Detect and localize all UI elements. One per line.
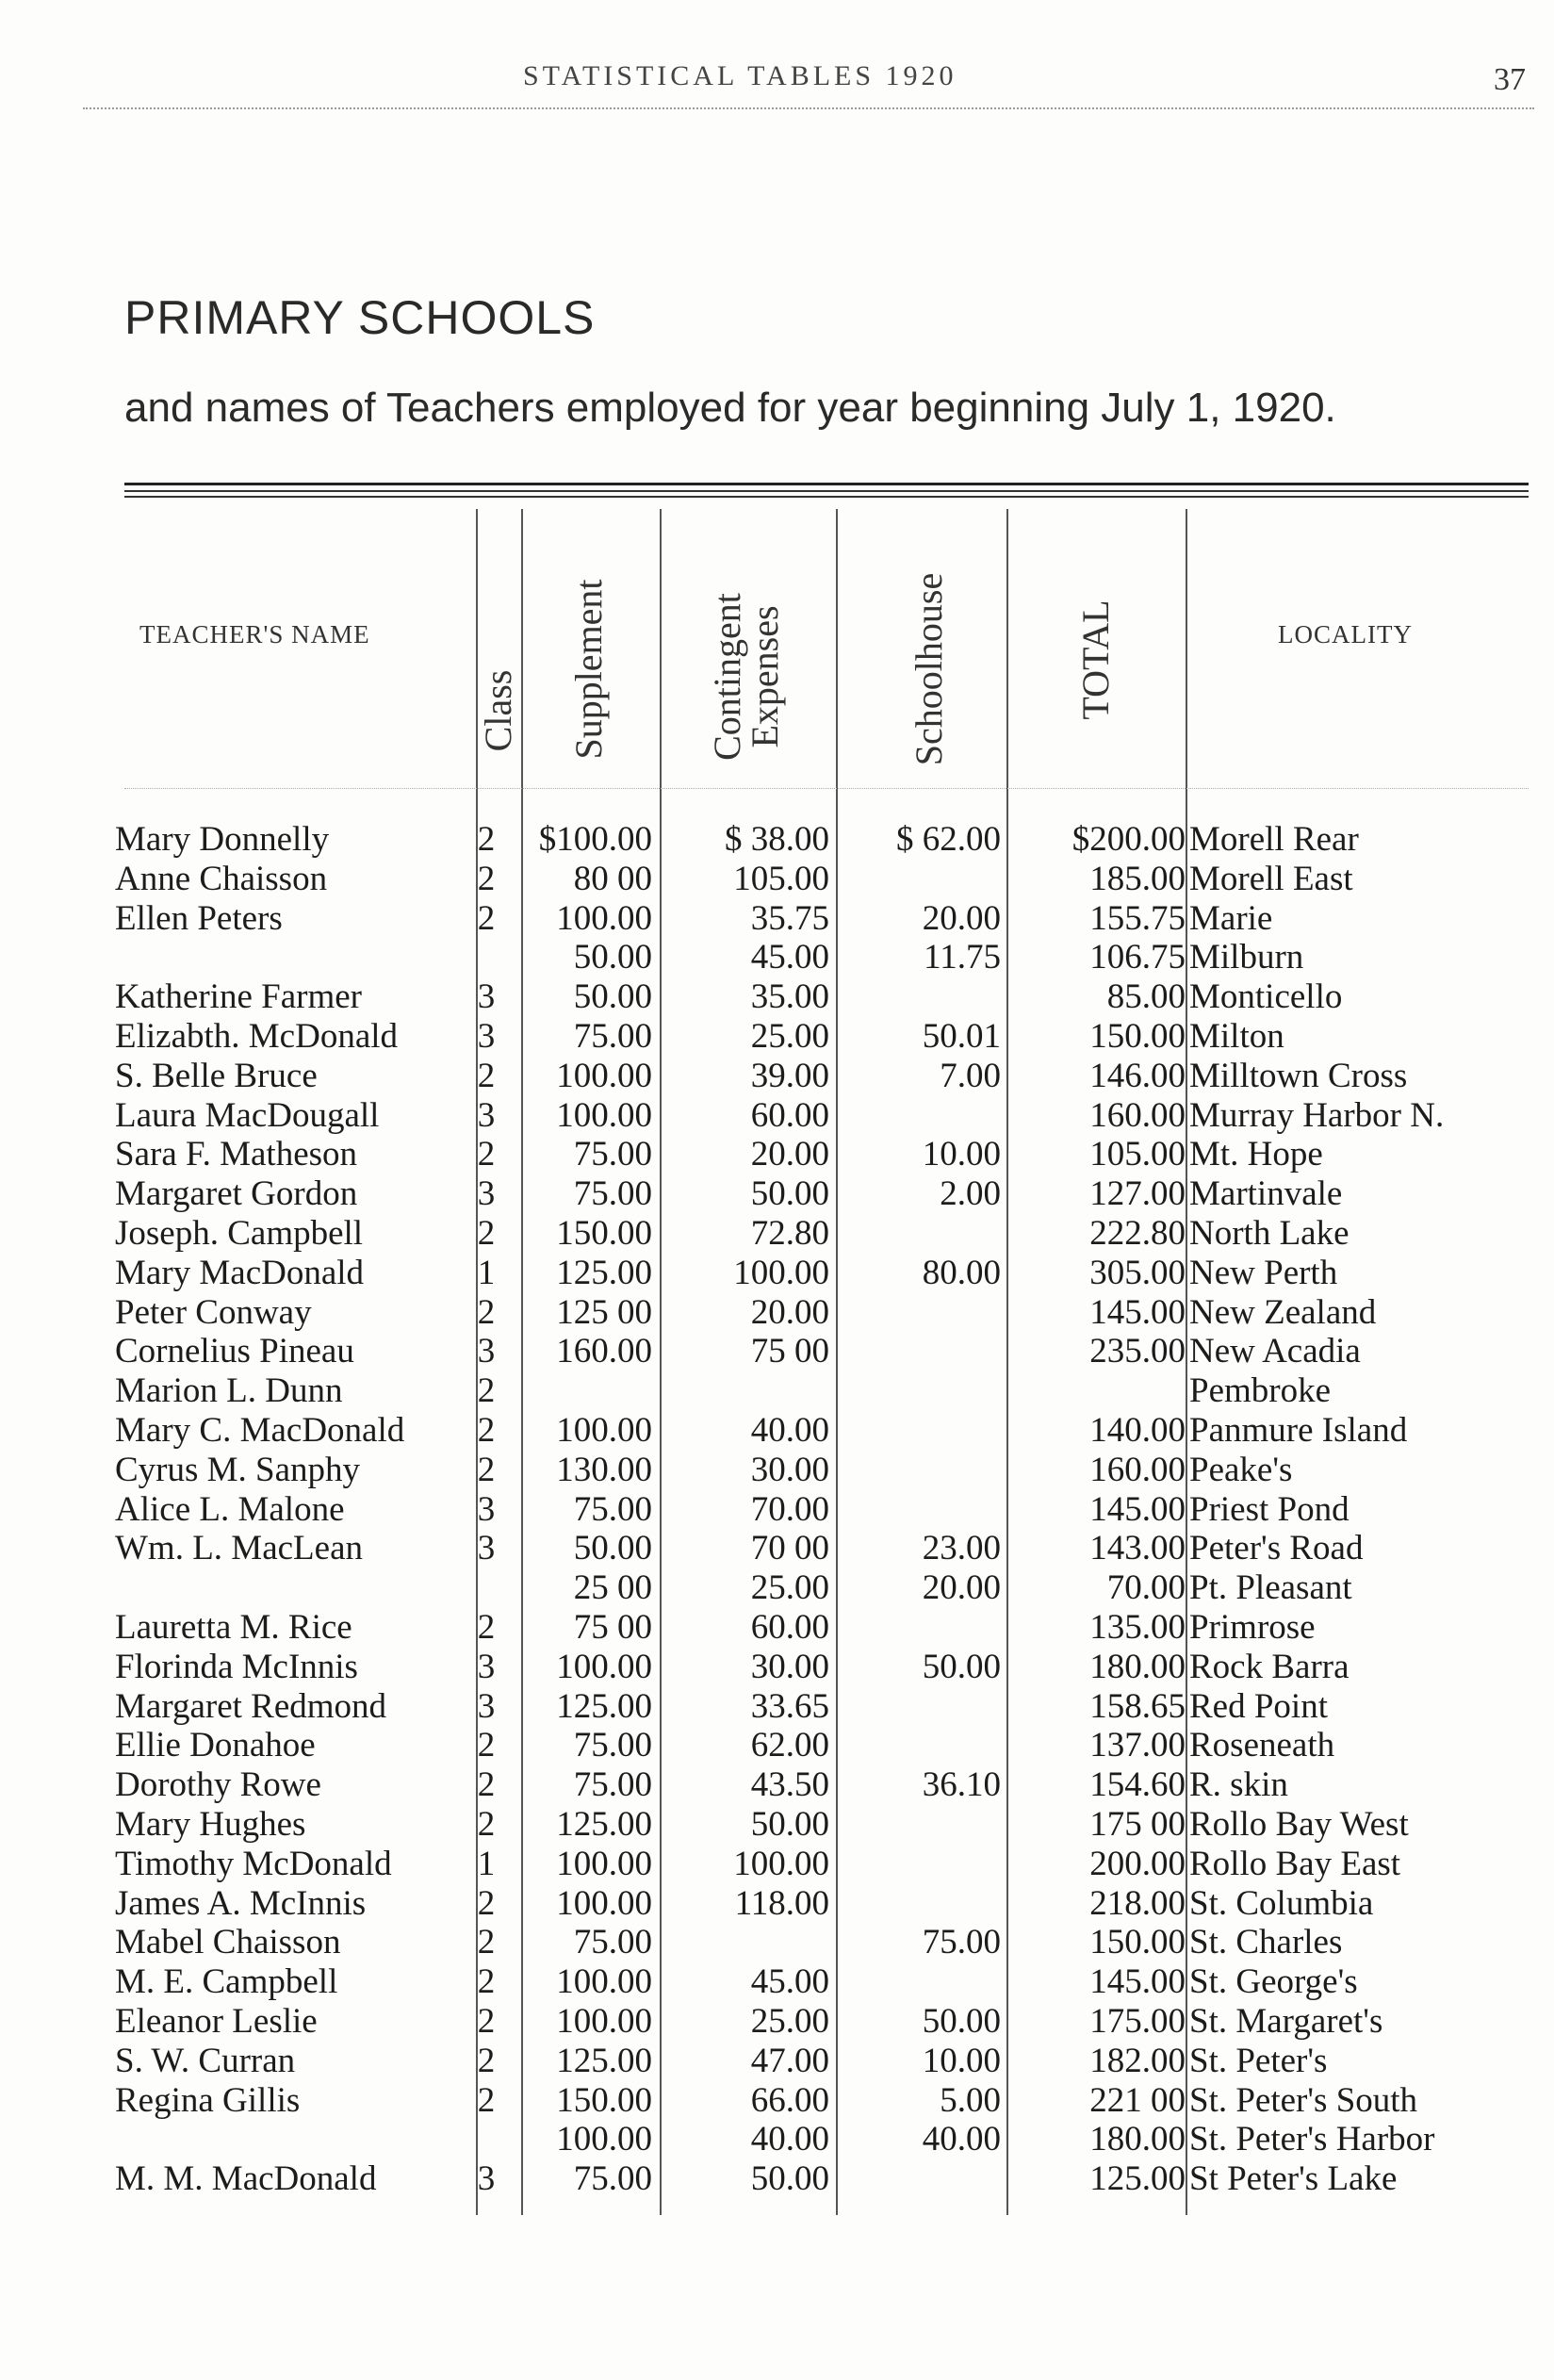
supplement-value: 75.00 [573, 1016, 652, 1056]
teacher-name: Wm. L. MacLean [115, 1529, 363, 1568]
locality-name: R. skin [1189, 1765, 1288, 1805]
class-value: 2 [477, 2041, 496, 2080]
teacher-name: Ellen Peters [115, 898, 283, 938]
teacher-name: Cyrus M. Sanphy [115, 1450, 361, 1489]
locality-name: Mt. Hope [1189, 1135, 1323, 1174]
locality-name: Primrose [1189, 1607, 1316, 1647]
total-value: 143.00 [1089, 1529, 1186, 1568]
page-number: 37 [1494, 62, 1526, 97]
table-row [0, 1214, 1554, 1254]
teacher-name: Mary MacDonald [115, 1253, 365, 1292]
locality-name: Red Point [1189, 1686, 1328, 1726]
table-row [0, 1765, 1554, 1805]
total-value: 145.00 [1089, 1962, 1186, 2002]
column-header-class: Class [477, 669, 519, 752]
class-value: 3 [477, 1647, 496, 1686]
page-title: PRIMARY SCHOOLS [124, 291, 596, 344]
class-value: 3 [477, 1529, 496, 1568]
supplement-value: 25 00 [573, 1568, 652, 1608]
class-value: 2 [477, 1450, 496, 1489]
contingent-value: 60.00 [750, 1095, 829, 1135]
class-value: 2 [477, 1410, 496, 1450]
supplement-value: 100.00 [556, 1095, 652, 1135]
teacher-name: Marion L. Dunn [115, 1371, 343, 1411]
class-value: 2 [477, 1883, 496, 1923]
contingent-value: 100.00 [733, 1253, 829, 1292]
locality-name: Pt. Pleasant [1189, 1568, 1352, 1608]
teacher-name: M. E. Campbell [115, 1962, 338, 2002]
locality-name: New Zealand [1189, 1292, 1377, 1332]
contingent-value: 20.00 [750, 1292, 829, 1332]
class-value: 2 [477, 1962, 496, 2002]
teacher-name: Margaret Redmond [115, 1686, 387, 1726]
teacher-name: Peter Conway [115, 1292, 312, 1332]
total-value: $200.00 [1071, 820, 1186, 859]
table-row [0, 820, 1554, 860]
locality-name: Priest Pond [1189, 1489, 1350, 1529]
supplement-value: 50.00 [573, 1529, 652, 1568]
contingent-value: $ 38.00 [725, 820, 829, 859]
contingent-value: 105.00 [733, 859, 829, 898]
contingent-value: 50.00 [750, 1804, 829, 1844]
teacher-name: Dorothy Rowe [115, 1765, 321, 1805]
schoolhouse-value: 7.00 [940, 1056, 1001, 1095]
schoolhouse-value: 36.10 [922, 1765, 1001, 1805]
total-value: 125.00 [1089, 2159, 1186, 2199]
teacher-name: Eleanor Leslie [115, 2001, 318, 2041]
schoolhouse-value: $ 62.00 [896, 820, 1001, 859]
total-value: 200.00 [1089, 1844, 1186, 1883]
class-value: 2 [477, 1292, 496, 1332]
supplement-value: 100.00 [556, 1844, 652, 1883]
schoolhouse-value: 75.00 [922, 1923, 1001, 1962]
total-value: 235.00 [1089, 1332, 1186, 1371]
locality-name: St. Peter's [1189, 2041, 1328, 2080]
supplement-value: $100.00 [538, 820, 652, 859]
table-top-rule-thin-2 [124, 496, 1529, 498]
teacher-name: Alice L. Malone [115, 1489, 345, 1529]
column-header-supplement: Supplement [567, 579, 610, 760]
teacher-name: Florinda McInnis [115, 1647, 358, 1686]
contingent-value: 40.00 [750, 2120, 829, 2159]
locality-name: Milton [1189, 1016, 1284, 1056]
schoolhouse-value: 50.00 [922, 1647, 1001, 1686]
total-value: 160.00 [1089, 1095, 1186, 1135]
schoolhouse-value: 23.00 [922, 1529, 1001, 1568]
class-value: 2 [477, 1371, 496, 1411]
locality-name: Peake's [1189, 1450, 1293, 1489]
locality-name: New Perth [1189, 1253, 1338, 1292]
contingent-value: 66.00 [750, 2080, 829, 2120]
locality-name: Monticello [1189, 977, 1343, 1017]
class-value: 3 [477, 1095, 496, 1135]
table-row [0, 2081, 1554, 2121]
contingent-value: 45.00 [750, 1962, 829, 2002]
class-value: 2 [477, 820, 496, 859]
supplement-value: 50.00 [573, 938, 652, 977]
class-value: 3 [477, 977, 496, 1017]
total-value: 185.00 [1089, 859, 1186, 898]
total-value: 180.00 [1089, 1647, 1186, 1686]
locality-name: Pembroke [1189, 1371, 1332, 1411]
table-row [0, 899, 1554, 939]
table-row [0, 1293, 1554, 1333]
locality-name: New Acadia [1189, 1332, 1361, 1371]
schoolhouse-value: 50.01 [922, 1016, 1001, 1056]
total-value: 154.60 [1089, 1765, 1186, 1805]
teacher-name: S. Belle Bruce [115, 1056, 318, 1095]
contingent-value: 33.65 [750, 1686, 829, 1726]
column-header-schoolhouse: Schoolhouse [908, 572, 950, 766]
total-value: 155.75 [1089, 898, 1186, 938]
contingent-value: 62.00 [750, 1726, 829, 1765]
contingent-value: 72.80 [750, 1213, 829, 1253]
locality-name: Rock Barra [1189, 1647, 1350, 1686]
total-value: 106.75 [1089, 938, 1186, 977]
table-row [0, 1174, 1554, 1214]
class-value: 3 [477, 1686, 496, 1726]
teacher-name: Mary Donnelly [115, 820, 330, 859]
class-value: 3 [477, 1016, 496, 1056]
supplement-value: 75 00 [573, 1607, 652, 1647]
supplement-value: 125.00 [556, 1686, 652, 1726]
total-value: 145.00 [1089, 1489, 1186, 1529]
class-value: 2 [477, 1607, 496, 1647]
schoolhouse-value: 5.00 [940, 2080, 1001, 2120]
total-value: 137.00 [1089, 1726, 1186, 1765]
class-value: 2 [477, 859, 496, 898]
column-header-contingent-expenses: Contingent Expenses [706, 593, 786, 761]
supplement-value: 100.00 [556, 1056, 652, 1095]
teacher-name: Regina Gillis [115, 2080, 301, 2120]
total-value: 221 00 [1089, 2080, 1186, 2120]
class-value: 3 [477, 2159, 496, 2199]
locality-name: St. George's [1189, 1962, 1358, 2002]
table-row [0, 1411, 1554, 1451]
teacher-name: S. W. Curran [115, 2041, 296, 2080]
total-value: 85.00 [1106, 977, 1186, 1017]
total-value: 160.00 [1089, 1450, 1186, 1489]
supplement-value: 150.00 [556, 2080, 652, 2120]
supplement-value: 75.00 [573, 1726, 652, 1765]
table-row [0, 2120, 1554, 2159]
locality-name: Murray Harbor N. [1189, 1095, 1445, 1135]
contingent-value: 70.00 [750, 1489, 829, 1529]
total-value: 105.00 [1089, 1135, 1186, 1174]
teacher-name: Joseph. Campbell [115, 1213, 364, 1253]
supplement-value: 100.00 [556, 1410, 652, 1450]
total-value: 135.00 [1089, 1607, 1186, 1647]
total-value: 145.00 [1089, 1292, 1186, 1332]
supplement-value: 125.00 [556, 1804, 652, 1844]
table-row [0, 1805, 1554, 1845]
total-value: 140.00 [1089, 1410, 1186, 1450]
supplement-value: 80 00 [573, 859, 652, 898]
teacher-name: M. M. MacDonald [115, 2159, 377, 2199]
total-value: 305.00 [1089, 1253, 1186, 1292]
locality-name: St Peter's Lake [1189, 2159, 1398, 2199]
total-value: 222.80 [1089, 1213, 1186, 1253]
contingent-value: 118.00 [734, 1883, 829, 1923]
teacher-name: Margaret Gordon [115, 1174, 358, 1214]
teacher-name: Anne Chaisson [115, 859, 328, 898]
schoolhouse-value: 11.75 [924, 938, 1001, 977]
teacher-name: Cornelius Pineau [115, 1332, 354, 1371]
table-row [0, 1332, 1554, 1371]
total-value: 146.00 [1089, 1056, 1186, 1095]
contingent-value: 47.00 [750, 2041, 829, 2080]
contingent-value: 50.00 [750, 1174, 829, 1214]
supplement-value: 100.00 [556, 2001, 652, 2041]
table-row [0, 1726, 1554, 1765]
class-value: 2 [477, 1765, 496, 1805]
supplement-value: 130.00 [556, 1450, 652, 1489]
table-top-rule [124, 483, 1529, 485]
teacher-name: James A. McInnis [115, 1883, 367, 1923]
class-value: 2 [477, 898, 496, 938]
total-value: 218.00 [1089, 1883, 1186, 1923]
supplement-value: 160.00 [556, 1332, 652, 1371]
contingent-value: 60.00 [750, 1607, 829, 1647]
contingent-value: 40.00 [750, 1410, 829, 1450]
supplement-value: 75.00 [573, 1135, 652, 1174]
total-value: 175.00 [1089, 2001, 1186, 2041]
table-row [0, 1962, 1554, 2002]
schoolhouse-value: 20.00 [922, 898, 1001, 938]
contingent-value: 75 00 [750, 1332, 829, 1371]
header-divider [83, 107, 1534, 109]
table-row [0, 1017, 1554, 1057]
contingent-value: 50.00 [750, 2159, 829, 2199]
contingent-value: 70 00 [750, 1529, 829, 1568]
schoolhouse-value: 20.00 [922, 1568, 1001, 1608]
supplement-value: 125.00 [556, 1253, 652, 1292]
table-row [0, 2042, 1554, 2081]
supplement-value: 100.00 [556, 1883, 652, 1923]
table-row [0, 860, 1554, 899]
contingent-value: 39.00 [750, 1056, 829, 1095]
contingent-value: 100.00 [733, 1844, 829, 1883]
class-value: 2 [477, 1056, 496, 1095]
schoolhouse-value: 2.00 [940, 1174, 1001, 1214]
total-value: 150.00 [1089, 1923, 1186, 1962]
class-value: 2 [477, 2080, 496, 2120]
locality-name: Roseneath [1189, 1726, 1335, 1765]
table-row [0, 1884, 1554, 1924]
locality-name: Milltown Cross [1189, 1056, 1408, 1095]
class-value: 2 [477, 1213, 496, 1253]
teacher-name: Timothy McDonald [115, 1844, 392, 1883]
table-row [0, 977, 1554, 1017]
class-value: 3 [477, 1489, 496, 1529]
column-header-teacher-name: TEACHER'S NAME [139, 620, 370, 648]
table-row [0, 1451, 1554, 1490]
supplement-value: 125 00 [556, 1292, 652, 1332]
table-row [0, 2159, 1554, 2199]
table-row [0, 1687, 1554, 1727]
contingent-value: 30.00 [750, 1647, 829, 1686]
total-value: 150.00 [1089, 1016, 1186, 1056]
table-top-rule-thin [124, 490, 1529, 492]
locality-name: Panmure Island [1189, 1410, 1408, 1450]
supplement-value: 125.00 [556, 2041, 652, 2080]
teacher-name: Mabel Chaisson [115, 1923, 341, 1962]
locality-name: Rollo Bay East [1189, 1844, 1401, 1883]
schoolhouse-value: 10.00 [922, 1135, 1001, 1174]
locality-name: Rollo Bay West [1189, 1804, 1409, 1844]
column-header-locality: LOCALITY [1278, 620, 1413, 648]
table-row [0, 1923, 1554, 1962]
table-row [0, 1371, 1554, 1411]
total-value: 158.65 [1089, 1686, 1186, 1726]
supplement-value: 50.00 [573, 977, 652, 1017]
table-body [0, 820, 1554, 2199]
header-bottom-rule [124, 788, 1529, 789]
locality-name: North Lake [1189, 1213, 1350, 1253]
contingent-value: 25.00 [750, 2001, 829, 2041]
table-row [0, 1254, 1554, 1293]
locality-name: St. Peter's South [1189, 2080, 1418, 2120]
teacher-name: Mary C. MacDonald [115, 1410, 405, 1450]
contingent-value: 30.00 [750, 1450, 829, 1489]
teacher-name: Sara F. Matheson [115, 1135, 358, 1174]
contingent-value: 20.00 [750, 1135, 829, 1174]
table-row [0, 1608, 1554, 1648]
locality-name: St. Columbia [1189, 1883, 1374, 1923]
contingent-value: 25.00 [750, 1568, 829, 1608]
table-row [0, 1135, 1554, 1174]
class-value: 2 [477, 1726, 496, 1765]
class-value: 2 [477, 2001, 496, 2041]
supplement-value: 100.00 [556, 898, 652, 938]
teacher-name: Elizabth. McDonald [115, 1016, 399, 1056]
teacher-name: Ellie Donahoe [115, 1726, 316, 1765]
supplement-value: 75.00 [573, 1765, 652, 1805]
supplement-value: 75.00 [573, 1174, 652, 1214]
contingent-value: 35.00 [750, 977, 829, 1017]
locality-name: St. Peter's Harbor [1189, 2120, 1435, 2159]
total-value: 182.00 [1089, 2041, 1186, 2080]
class-value: 2 [477, 1804, 496, 1844]
supplement-value: 75.00 [573, 1923, 652, 1962]
contingent-value: 35.75 [750, 898, 829, 938]
total-value: 175 00 [1089, 1804, 1186, 1844]
teacher-name: Katherine Farmer [115, 977, 362, 1017]
teacher-name: Lauretta M. Rice [115, 1607, 352, 1647]
class-value: 1 [477, 1253, 496, 1292]
total-value: 127.00 [1089, 1174, 1186, 1214]
table-row [0, 1057, 1554, 1096]
table-row [0, 2002, 1554, 2042]
running-title: STATISTICAL TABLES 1920 [523, 60, 957, 91]
schoolhouse-value: 50.00 [922, 2001, 1001, 2041]
schoolhouse-value: 10.00 [922, 2041, 1001, 2080]
table-row [0, 1529, 1554, 1568]
locality-name: St. Margaret's [1189, 2001, 1383, 2041]
locality-name: Milburn [1189, 938, 1304, 977]
schoolhouse-value: 80.00 [922, 1253, 1001, 1292]
total-value: 70.00 [1106, 1568, 1186, 1608]
table-row [0, 938, 1554, 977]
table-row [0, 1648, 1554, 1687]
supplement-value: 100.00 [556, 1962, 652, 2002]
class-value: 1 [477, 1844, 496, 1883]
page-subtitle: and names of Teachers employed for year beginning July 1, 1920. [124, 385, 1336, 431]
class-value: 3 [477, 1332, 496, 1371]
schoolhouse-value: 40.00 [922, 2120, 1001, 2159]
supplement-value: 100.00 [556, 1647, 652, 1686]
locality-name: Peter's Road [1189, 1529, 1364, 1568]
teacher-name: Mary Hughes [115, 1804, 306, 1844]
class-value: 2 [477, 1923, 496, 1962]
column-header-total: TOTAL [1074, 599, 1117, 720]
table-row [0, 1845, 1554, 1884]
supplement-value: 75.00 [573, 2159, 652, 2199]
contingent-value: 25.00 [750, 1016, 829, 1056]
supplement-value: 75.00 [573, 1489, 652, 1529]
locality-name: Morell Rear [1189, 820, 1359, 859]
contingent-value: 45.00 [750, 938, 829, 977]
table-row [0, 1096, 1554, 1136]
table-row [0, 1490, 1554, 1530]
locality-name: Martinvale [1189, 1174, 1343, 1214]
locality-name: Marie [1189, 898, 1273, 938]
locality-name: St. Charles [1189, 1923, 1343, 1962]
class-value: 2 [477, 1135, 496, 1174]
total-value: 180.00 [1089, 2120, 1186, 2159]
contingent-value: 43.50 [750, 1765, 829, 1805]
teacher-name: Laura MacDougall [115, 1095, 380, 1135]
supplement-value: 150.00 [556, 1213, 652, 1253]
supplement-value: 100.00 [556, 2120, 652, 2159]
locality-name: Morell East [1189, 859, 1353, 898]
class-value: 3 [477, 1174, 496, 1214]
table-row [0, 1568, 1554, 1608]
